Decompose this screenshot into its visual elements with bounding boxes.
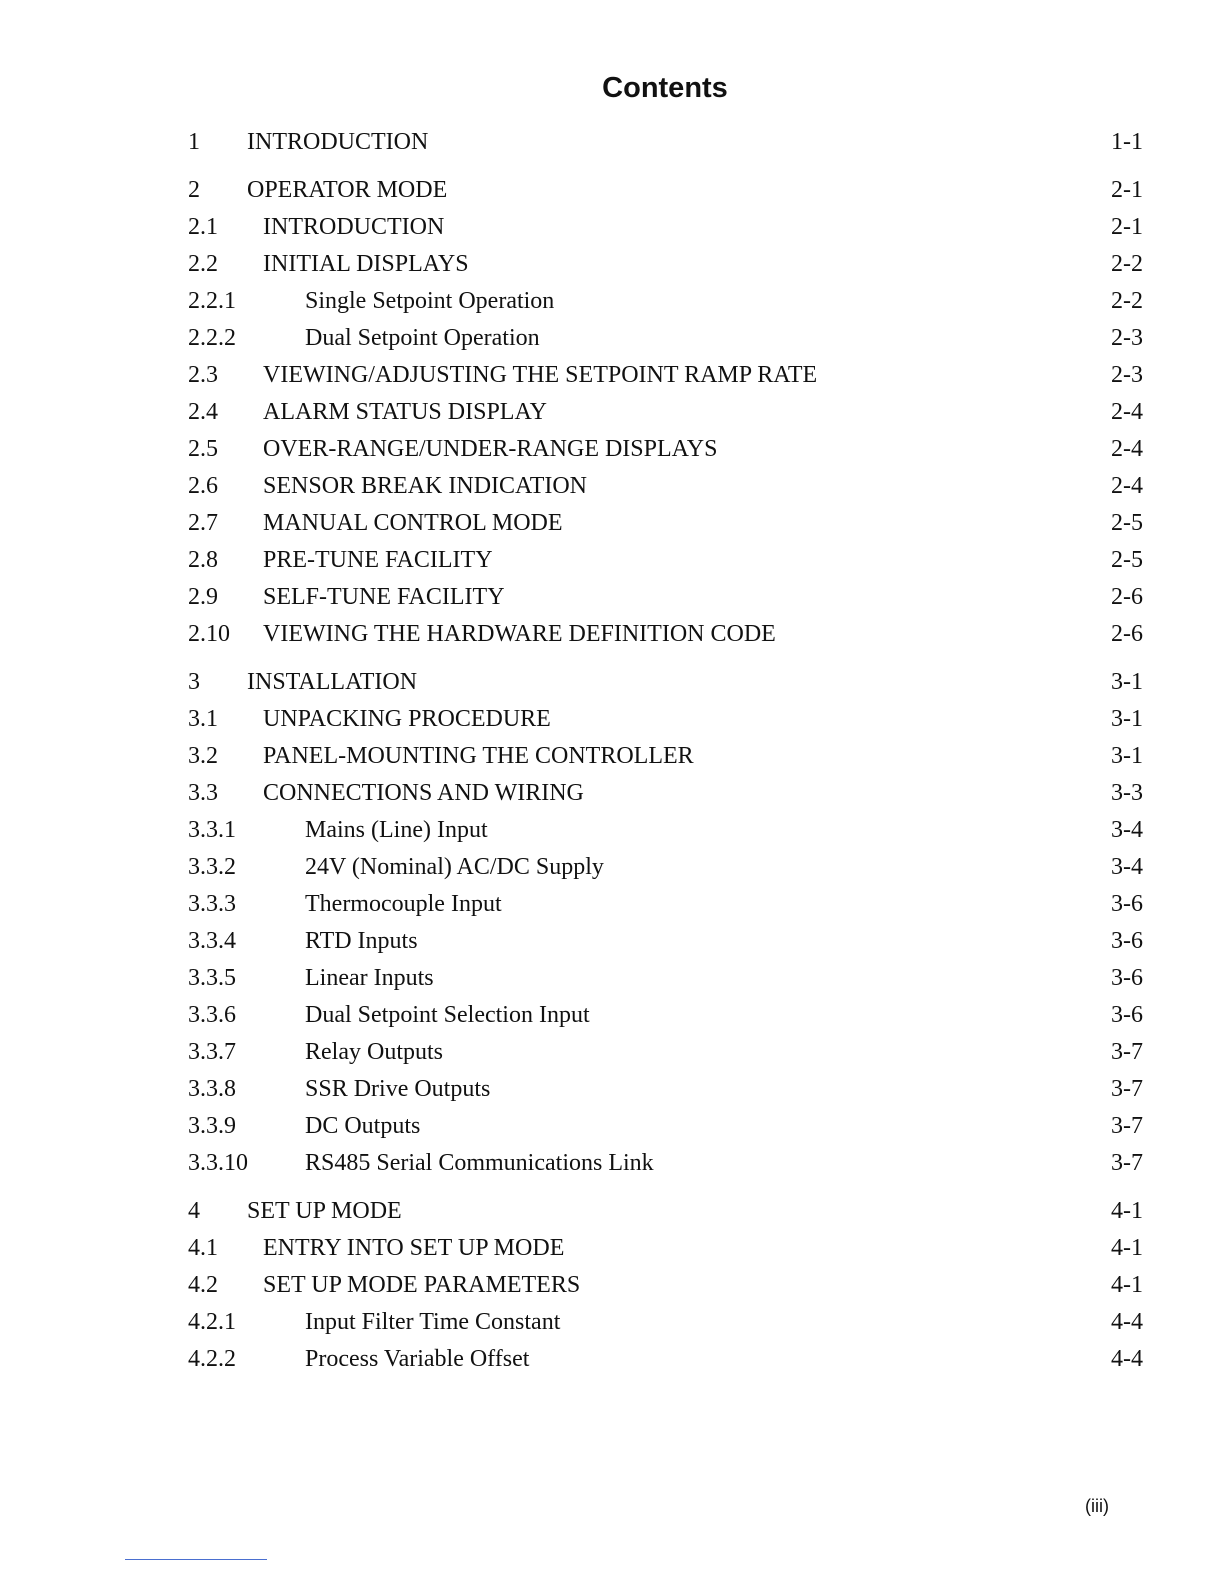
toc-entry-number: 3.3.6: [188, 1002, 236, 1028]
toc-entry-number: 4.2.2: [188, 1346, 236, 1372]
toc-entry-title: Dual Setpoint Selection Input: [305, 1002, 590, 1028]
toc-entry-number: 3.3: [188, 780, 218, 806]
toc-entry-page: 2-6: [1111, 584, 1143, 610]
toc-entry-title: PANEL-MOUNTING THE CONTROLLER: [263, 743, 694, 769]
toc-entry-page: 3-1: [1111, 743, 1143, 769]
toc-subsection-entry[interactable]: [188, 923, 1143, 960]
toc-entry-number: 3.2: [188, 743, 218, 769]
toc-entry-page: 2-4: [1111, 436, 1143, 462]
toc-entry-title: ALARM STATUS DISPLAY: [263, 399, 547, 425]
toc-entry-page: 3-6: [1111, 891, 1143, 917]
toc-entry-number: 3.3.1: [188, 817, 236, 843]
toc-entry-number: 4: [188, 1198, 200, 1224]
page-title: Contents: [602, 72, 728, 104]
toc-entry-number: 2.4: [188, 399, 218, 425]
toc-section-entry[interactable]: [188, 505, 1143, 542]
toc-entry-page: 2-6: [1111, 621, 1143, 647]
toc-entry-number: 2.2.2: [188, 325, 236, 351]
toc-subsection-entry[interactable]: [188, 283, 1143, 320]
toc-entry-title: INSTALLATION: [247, 669, 418, 695]
toc-entry-page: 2-5: [1111, 510, 1143, 536]
toc-subsection-entry[interactable]: [188, 1304, 1143, 1341]
toc-entry-page: 3-1: [1111, 706, 1143, 732]
toc-chapter-entry[interactable]: [188, 664, 1143, 701]
toc-entry-number: 2.10: [188, 621, 230, 647]
toc-entry-page: 3-3: [1111, 780, 1143, 806]
toc-subsection-entry[interactable]: [188, 812, 1143, 849]
toc-entry-number: 3.3.7: [188, 1039, 236, 1065]
toc-subsection-entry[interactable]: [188, 1034, 1143, 1071]
toc-entry-page: 4-4: [1111, 1346, 1143, 1372]
toc-section-entry[interactable]: [188, 775, 1143, 812]
toc-entry-page: 2-4: [1111, 473, 1143, 499]
toc-section-entry[interactable]: [188, 468, 1143, 505]
toc-entry-title: RS485 Serial Communications Link: [305, 1150, 654, 1176]
toc-section-entry[interactable]: [188, 209, 1143, 246]
toc-entry-title: PRE-TUNE FACILITY: [263, 547, 493, 573]
toc-entry-title: OPERATOR MODE: [247, 177, 448, 203]
toc-entry-title: SSR Drive Outputs: [305, 1076, 491, 1102]
toc-entry-title: SELF-TUNE FACILITY: [263, 584, 505, 610]
toc-entry-page: 2-4: [1111, 399, 1143, 425]
toc-entry-page: 2-3: [1111, 362, 1143, 388]
toc-entry-title: Input Filter Time Constant: [305, 1309, 561, 1335]
page-number: (iii): [1085, 1496, 1109, 1516]
toc-subsection-entry[interactable]: [188, 1108, 1143, 1145]
toc-entry-number: 4.2: [188, 1272, 218, 1298]
table-of-contents: [188, 124, 1143, 1378]
toc-entry-page: 2-2: [1111, 288, 1143, 314]
toc-entry-title: Mains (Line) Input: [305, 817, 488, 843]
toc-subsection-entry[interactable]: [188, 1071, 1143, 1108]
toc-entry-title: 24V (Nominal) AC/DC Supply: [305, 854, 604, 880]
toc-section-entry[interactable]: [188, 579, 1143, 616]
toc-subsection-entry[interactable]: [188, 1341, 1143, 1378]
toc-section-entry[interactable]: [188, 1230, 1143, 1267]
toc-entry-number: 3.1: [188, 706, 218, 732]
toc-entry-number: 2.7: [188, 510, 218, 536]
toc-entry-title: Relay Outputs: [305, 1039, 443, 1065]
toc-entry-page: 3-6: [1111, 1002, 1143, 1028]
toc-entry-number: 4.1: [188, 1235, 218, 1261]
toc-entry-number: 3.3.2: [188, 854, 236, 880]
toc-entry-page: 3-6: [1111, 928, 1143, 954]
toc-entry-page: 3-1: [1111, 669, 1143, 695]
toc-subsection-entry[interactable]: [188, 960, 1143, 997]
toc-entry-page: 3-7: [1111, 1113, 1143, 1139]
toc-entry-title: Linear Inputs: [305, 965, 434, 991]
toc-entry-number: 2.3: [188, 362, 218, 388]
toc-entry-title: SET UP MODE: [247, 1198, 402, 1224]
toc-entry-title: ENTRY INTO SET UP MODE: [263, 1235, 565, 1261]
toc-entry-page: 2-1: [1111, 214, 1143, 240]
toc-entry-title: SENSOR BREAK INDICATION: [263, 473, 588, 499]
toc-entry-number: 3.3.3: [188, 891, 236, 917]
toc-section-entry[interactable]: [188, 357, 1143, 394]
toc-entry-title: INTRODUCTION: [263, 214, 445, 240]
toc-section-entry[interactable]: [188, 542, 1143, 579]
toc-subsection-entry[interactable]: [188, 997, 1143, 1034]
toc-entry-number: 3.3.5: [188, 965, 236, 991]
toc-entry-number: 2.2: [188, 251, 218, 277]
toc-entry-number: 2.6: [188, 473, 218, 499]
toc-chapter-entry[interactable]: [188, 1193, 1143, 1230]
toc-entry-page: 4-1: [1111, 1198, 1143, 1224]
toc-entry-page: 2-2: [1111, 251, 1143, 277]
toc-entry-page: 4-1: [1111, 1272, 1143, 1298]
toc-subsection-entry[interactable]: [188, 886, 1143, 923]
toc-section-entry[interactable]: [188, 701, 1143, 738]
toc-entry-title: Dual Setpoint Operation: [305, 325, 540, 351]
toc-entry-title: UNPACKING PROCEDURE: [263, 706, 551, 732]
toc-entry-title: Thermocouple Input: [305, 891, 502, 917]
toc-entry-number: 2.1: [188, 214, 218, 240]
toc-section-entry[interactable]: [188, 616, 1143, 653]
toc-entry-page: 4-4: [1111, 1309, 1143, 1335]
toc-entry-number: 2.5: [188, 436, 218, 462]
toc-entry-number: 3.3.9: [188, 1113, 236, 1139]
toc-entry-title: INTRODUCTION: [247, 129, 429, 155]
toc-entry-title: VIEWING THE HARDWARE DEFINITION CODE: [263, 621, 776, 647]
toc-entry-title: Process Variable Offset: [305, 1346, 530, 1372]
toc-entry-title: RTD Inputs: [305, 928, 418, 954]
toc-entry-number: 3.3.8: [188, 1076, 236, 1102]
toc-entry-title: CONNECTIONS AND WIRING: [263, 780, 584, 806]
toc-entry-page: 1-1: [1111, 129, 1143, 155]
toc-chapter-entry[interactable]: [188, 172, 1143, 209]
toc-chapter-entry[interactable]: [188, 124, 1143, 161]
toc-entry-number: 4.2.1: [188, 1309, 236, 1335]
toc-section-entry[interactable]: [188, 1267, 1143, 1304]
toc-entry-number: 2.2.1: [188, 288, 236, 314]
toc-entry-number: 3.3.10: [188, 1150, 248, 1176]
toc-entry-page: 3-7: [1111, 1039, 1143, 1065]
toc-entry-title: Single Setpoint Operation: [305, 288, 555, 314]
toc-entry-page: 2-1: [1111, 177, 1143, 203]
toc-entry-page: 3-7: [1111, 1150, 1143, 1176]
toc-section-entry[interactable]: [188, 738, 1143, 775]
toc-entry-page: 3-4: [1111, 817, 1143, 843]
toc-entry-page: 3-4: [1111, 854, 1143, 880]
toc-subsection-entry[interactable]: [188, 320, 1143, 357]
toc-entry-title: OVER-RANGE/UNDER-RANGE DISPLAYS: [263, 436, 718, 462]
toc-entry-title: MANUAL CONTROL MODE: [263, 510, 563, 536]
toc-section-entry[interactable]: [188, 394, 1143, 431]
toc-entry-title: SET UP MODE PARAMETERS: [263, 1272, 581, 1298]
toc-subsection-entry[interactable]: [188, 849, 1143, 886]
toc-entry-title: DC Outputs: [305, 1113, 421, 1139]
toc-entry-page: 3-6: [1111, 965, 1143, 991]
toc-entry-number: 2: [188, 177, 200, 203]
footer-divider: [125, 1559, 267, 1560]
toc-entry-page: 2-3: [1111, 325, 1143, 351]
toc-entry-number: 3: [188, 669, 200, 695]
toc-entry-title: INITIAL DISPLAYS: [263, 251, 469, 277]
toc-entry-number: 2.8: [188, 547, 218, 573]
toc-entry-page: 4-1: [1111, 1235, 1143, 1261]
toc-section-entry[interactable]: [188, 246, 1143, 283]
toc-entry-page: 2-5: [1111, 547, 1143, 573]
toc-entry-page: 3-7: [1111, 1076, 1143, 1102]
toc-entry-number: 3.3.4: [188, 928, 236, 954]
toc-subsection-entry[interactable]: [188, 1145, 1143, 1182]
toc-entry-number: 2.9: [188, 584, 218, 610]
toc-entry-title: VIEWING/ADJUSTING THE SETPOINT RAMP RATE: [263, 362, 818, 388]
toc-entry-number: 1: [188, 129, 200, 155]
toc-section-entry[interactable]: [188, 431, 1143, 468]
